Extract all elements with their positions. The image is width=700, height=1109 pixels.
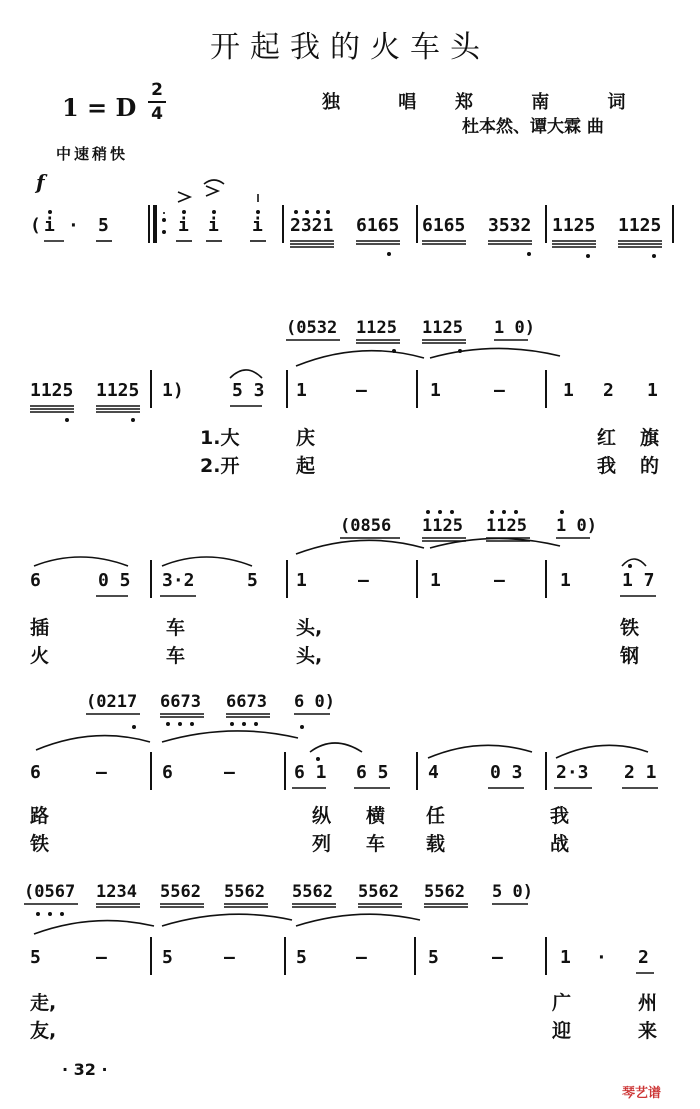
note: 6 [30,762,41,783]
note: 1 [560,947,571,968]
note: — [494,380,505,401]
note: 0 3 [490,762,523,783]
lyric: 头, [296,645,323,667]
note: 2 [638,947,649,968]
note: 1 [296,380,307,401]
lyric: 战 [550,833,570,855]
tempo-marking: 中速稍快 [56,145,129,163]
note: 1125 [96,380,140,401]
note: 5 [296,947,307,968]
note: — [356,947,367,968]
lyric: 插 [30,617,50,639]
note: i [208,215,219,236]
note: 1 [430,570,441,591]
note: · [68,215,79,236]
lyric: 纵 [312,805,332,827]
note: 1 [647,380,658,401]
note: 1 7 [622,570,655,591]
note: — [224,947,235,968]
lyric: 铁 [620,617,640,639]
note: — [224,762,235,783]
bracket-note: (0567 [24,882,76,902]
lyricist-credit: 郑 南 词 [455,92,652,113]
note: 6165 [422,215,466,236]
bracket-note: 1125 [422,318,463,338]
bracket-note: 1234 [96,882,137,902]
note: 1125 [552,215,596,236]
lyric: 路 [30,805,50,827]
lyric: 车 [166,645,186,667]
lyric: 友, [30,1020,57,1042]
dynamic-marking: f [36,170,45,194]
note: ( [30,215,41,236]
lyric: 广 [552,992,572,1014]
bracket-note: 1125 [356,318,397,338]
performance-type: 独 唱 [322,92,443,113]
bracket-note: 5562 [358,882,399,902]
bracket-note: 5562 [292,882,333,902]
lyric: 迎 [552,1020,572,1042]
note: 5 [162,947,173,968]
note: — [356,380,367,401]
note: · [596,947,607,968]
composer-credit: 杜本然、谭大霖 曲 [462,117,604,137]
time-signature-top: 2 [151,80,163,100]
bracket-note: 1125 [422,516,463,536]
note: 1 [430,380,441,401]
lyric: 钢 [620,645,640,667]
lyric: 旗 [640,427,660,449]
note: 6 1 [294,762,327,783]
lyric: 红 [597,427,617,449]
underlines [24,241,662,973]
lyric: 来 [638,1020,658,1042]
note: — [96,947,107,968]
lyric: 头, [296,617,323,639]
lyric: 载 [426,833,446,855]
lyric: 火 [30,645,50,667]
bracket-note: (0856 [340,516,392,536]
page-title: 开起我的火车头 [210,30,490,65]
bracket-note: 1 0) [556,516,597,536]
lyric: 走, [30,992,57,1014]
bracket-note: 6673 [160,692,201,712]
bracket-note: 5 0) [492,882,533,902]
accent-marks [164,180,258,214]
bracket-note: 6 0) [294,692,335,712]
bracket-note: 5562 [224,882,265,902]
note: 0 5 [98,570,131,591]
lyric: 起 [296,455,316,477]
octave-dots [36,210,656,916]
page-number: · 32 · [62,1060,108,1079]
lyric: 列 [312,833,332,855]
note: 5 [247,570,258,591]
bracket-note: 5562 [424,882,465,902]
lyric: 州 [638,992,658,1014]
lyric: 任 [426,805,446,827]
note: — [492,947,503,968]
note: 1 [296,570,307,591]
note: 2321 [290,215,334,236]
ties [34,348,648,934]
note: 1125 [30,380,74,401]
note: i [44,215,55,236]
lyric: 庆 [296,427,316,449]
note: 1) [162,380,184,401]
note: 2·3 [556,762,589,783]
note: 3532 [488,215,532,236]
bracket-note: 5562 [160,882,201,902]
lyric: 1.大 [200,427,240,449]
note: i [178,215,189,236]
note: 6 [162,762,173,783]
note: 4 [428,762,439,783]
key-signature: 1 = D [62,93,137,122]
time-signature-bottom: 4 [151,104,163,124]
bracket-note: (0532 [286,318,338,338]
watermark-logo: 琴艺谱 [622,1086,662,1101]
lyric: 车 [366,833,386,855]
note: — [96,762,107,783]
note: 6165 [356,215,400,236]
repeat-dots [162,218,166,234]
note: 1 [563,380,574,401]
note: 5 [428,947,439,968]
note: 1 [560,570,571,591]
bracket-note: 1125 [486,516,527,536]
note: 5 [98,215,109,236]
lyric: 我 [550,805,570,827]
lyric: 铁 [30,833,50,855]
note: 2 [603,380,614,401]
lyric: 2.开 [200,455,240,477]
note: 1125 [618,215,662,236]
note: 3·2 [162,570,195,591]
lyric: 我 [597,455,617,477]
note: 5 3 [232,380,265,401]
note: — [358,570,369,591]
note: — [494,570,505,591]
note: 6 5 [356,762,389,783]
bracket-note: (0217 [86,692,138,712]
lyric: 的 [640,455,660,477]
lyric: 横 [366,805,386,827]
note: 5 [30,947,41,968]
bracket-note: 1 0) [494,318,535,338]
note: 6 [30,570,41,591]
lyric: 车 [166,617,186,639]
note: i [252,215,263,236]
note: 2 1 [624,762,657,783]
bracket-note: 6673 [226,692,267,712]
